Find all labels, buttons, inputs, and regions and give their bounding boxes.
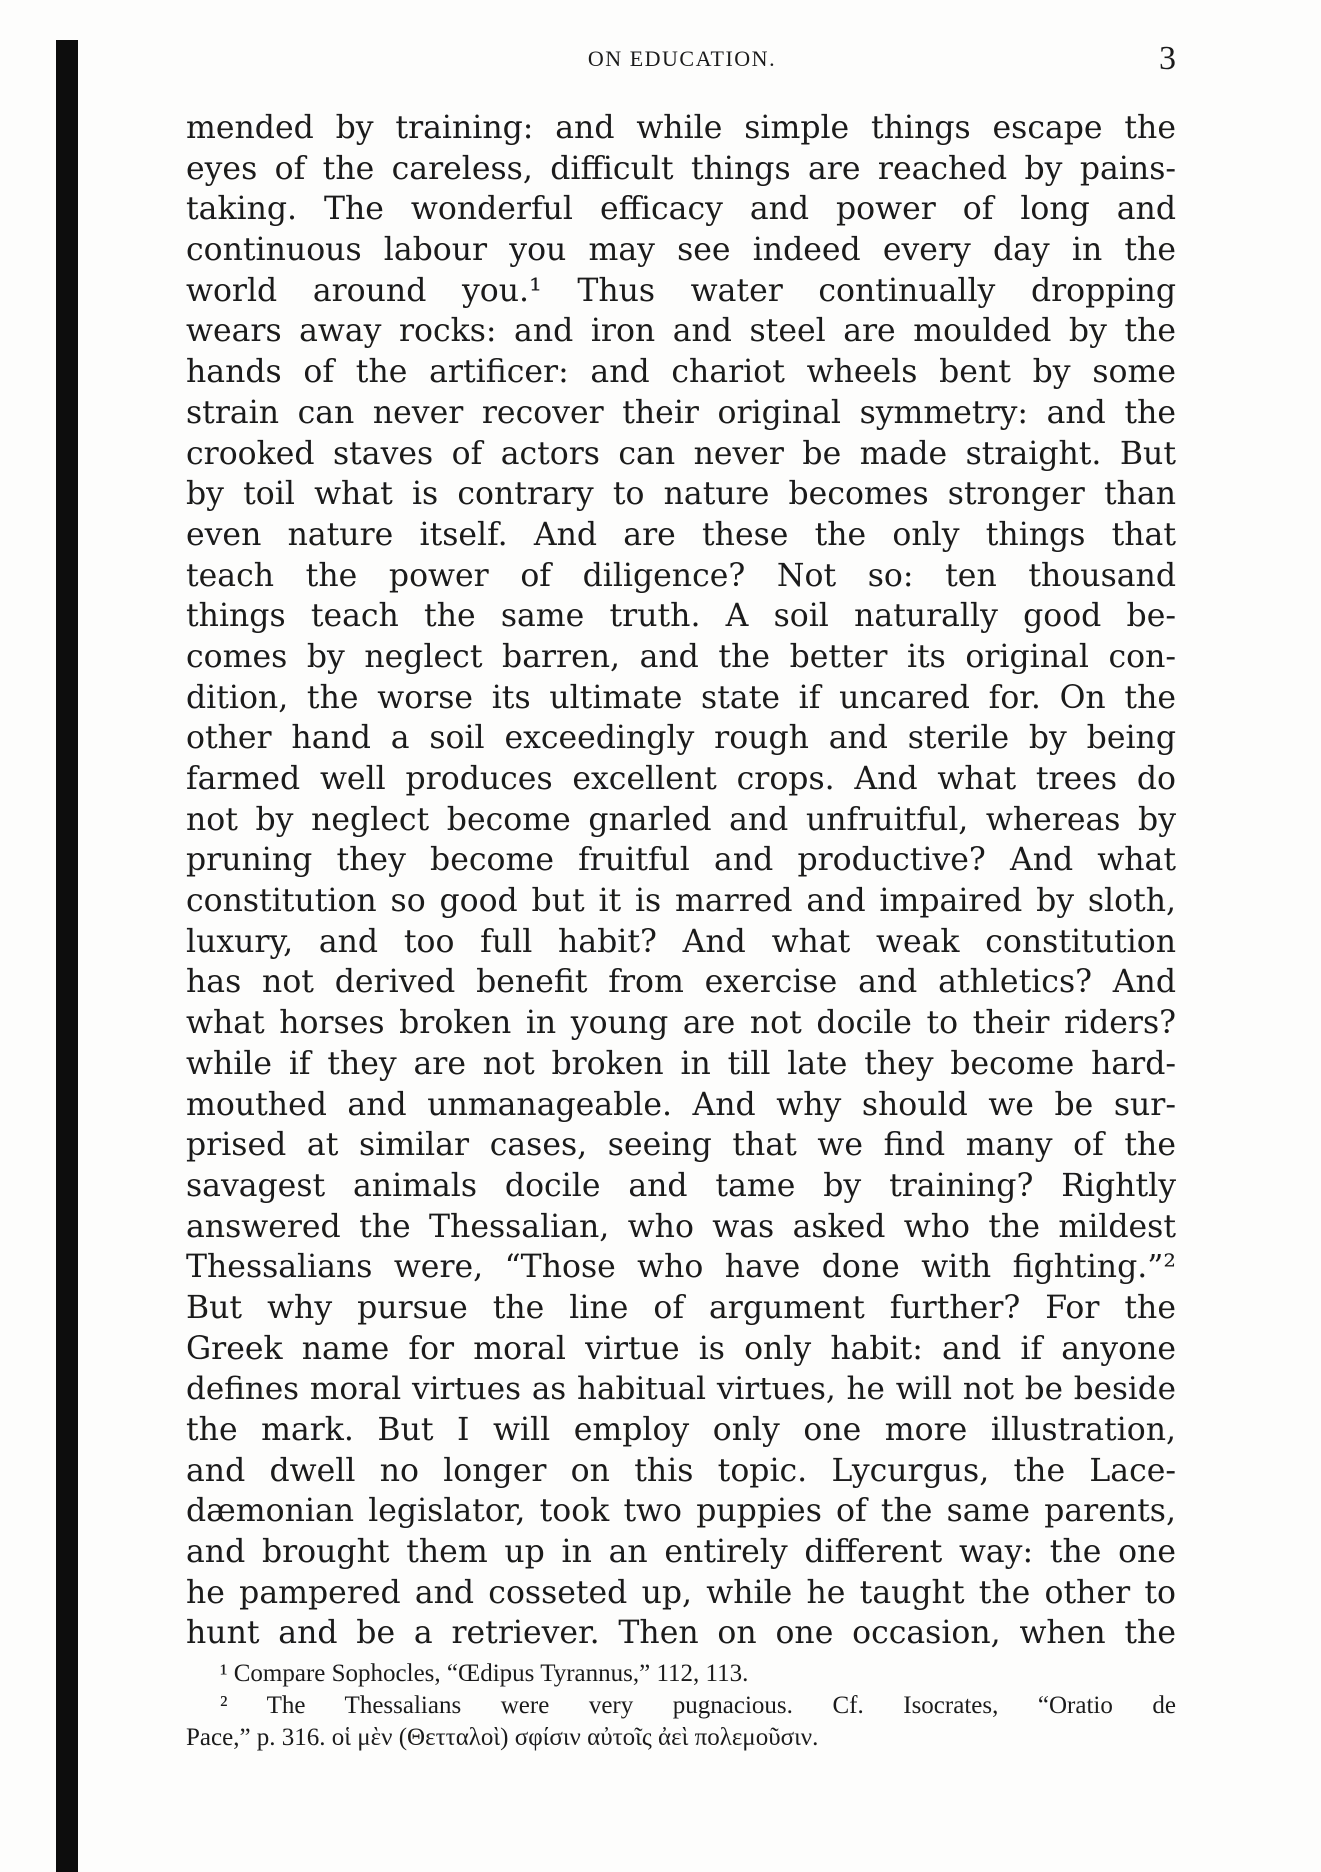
text-line: Greek name for moral virtue is only habit: and if anyone	[186, 1330, 1176, 1367]
text-line: mouthed and unmanageable. And why should we be sur-	[186, 1086, 1176, 1123]
text-line: mended by training: and while simple things escape the	[186, 110, 1176, 146]
text-line: even nature itself. And are these the only things that	[186, 516, 1176, 553]
text-line: he pampered and cosseted up, while he taught the other to	[186, 1574, 1176, 1611]
page-number: 3	[1159, 40, 1176, 77]
text-line: not by neglect become gnarled and unfruitful, whereas by	[186, 801, 1176, 838]
text-line: while if they are not broken in till late they become hard-	[186, 1045, 1176, 1082]
text-line: wears away rocks: and iron and steel are moulded by the	[186, 313, 1176, 350]
text-line: other hand a soil exceedingly rough and sterile by being	[186, 720, 1176, 757]
text-line: hunt and be a retriever. Then on one occasion, when the	[186, 1615, 1176, 1652]
text-line: has not derived benefit from exercise and athletics? And	[186, 964, 1176, 1001]
text-line: continuous labour you may see indeed every day in the	[186, 232, 1176, 269]
footnote-2-line-2: Pace,” p. 316. οἱ μὲν (Θετταλοὶ) σφίσιν αὐτοῖς ἀεὶ πολεμοῦσιν.	[186, 1724, 819, 1751]
text-line: prised at similar cases, seeing that we find many of the	[186, 1127, 1176, 1164]
text-line: constitution so good but it is marred and impaired by sloth,	[186, 883, 1176, 920]
text-line: hands of the artificer: and chariot wheels bent by some	[186, 354, 1176, 391]
text-line: pruning they become fruitful and productive? And what	[186, 842, 1176, 879]
text-line: luxury, and too full habit? And what weak constitution	[186, 923, 1176, 960]
binding-shadow	[56, 40, 78, 1872]
text-line: farmed well produces excellent crops. And what trees do	[186, 761, 1176, 797]
running-head	[188, 40, 1176, 80]
text-line: dition, the worse its ultimate state if uncared for. On the	[186, 679, 1176, 716]
text-line: dæmonian legislator, took two puppies of the same parents,	[186, 1493, 1176, 1530]
text-line: Thessalians were, “Those who have done with fighting.”²	[186, 1249, 1176, 1286]
text-line: crooked staves of actors can never be made straight. But	[186, 435, 1176, 472]
body-text	[186, 108, 1176, 1654]
text-line: world around you.¹ Thus water continually dropping	[186, 272, 1176, 309]
footnote-2-line-1: ² The Thessalians were very pugnacious. Cf. Isocrates, “Oratio de	[220, 1692, 1176, 1719]
text-line: and dwell no longer on this topic. Lycurgus, the Lace-	[186, 1452, 1176, 1489]
text-line: things teach the same truth. A soil naturally good be-	[186, 598, 1176, 635]
text-line: the mark. But I will employ only one more illustration,	[186, 1412, 1176, 1448]
footnote-1: ¹ Compare Sophocles, “Œdipus Tyrannus,” 112, 113.	[220, 1660, 749, 1687]
text-line: answered the Thessalian, who was asked who the mildest	[186, 1208, 1176, 1245]
text-line: eyes of the careless, difficult things are reached by pains-	[186, 150, 1176, 187]
text-line: what horses broken in young are not docile to their riders?	[186, 1005, 1176, 1042]
text-line: defines moral virtues as habitual virtues, he will not be beside	[186, 1371, 1176, 1408]
text-line: by toil what is contrary to nature becomes stronger than	[186, 476, 1176, 513]
text-line: taking. The wonderful efficacy and power of long and	[186, 191, 1176, 228]
footnotes	[186, 1658, 1176, 1754]
text-line: savagest animals docile and tame by training? Rightly	[186, 1167, 1176, 1204]
running-title: ON EDUCATION.	[587, 46, 777, 71]
text-line: comes by neglect barren, and the better its original con-	[186, 638, 1176, 675]
text-line: and brought them up in an entirely different way: the one	[186, 1534, 1176, 1571]
text-line: strain can never recover their original symmetry: and the	[186, 394, 1176, 431]
text-line: But why pursue the line of argument further? For the	[186, 1289, 1176, 1326]
text-line: teach the power of diligence? Not so: ten thousand	[186, 557, 1176, 594]
